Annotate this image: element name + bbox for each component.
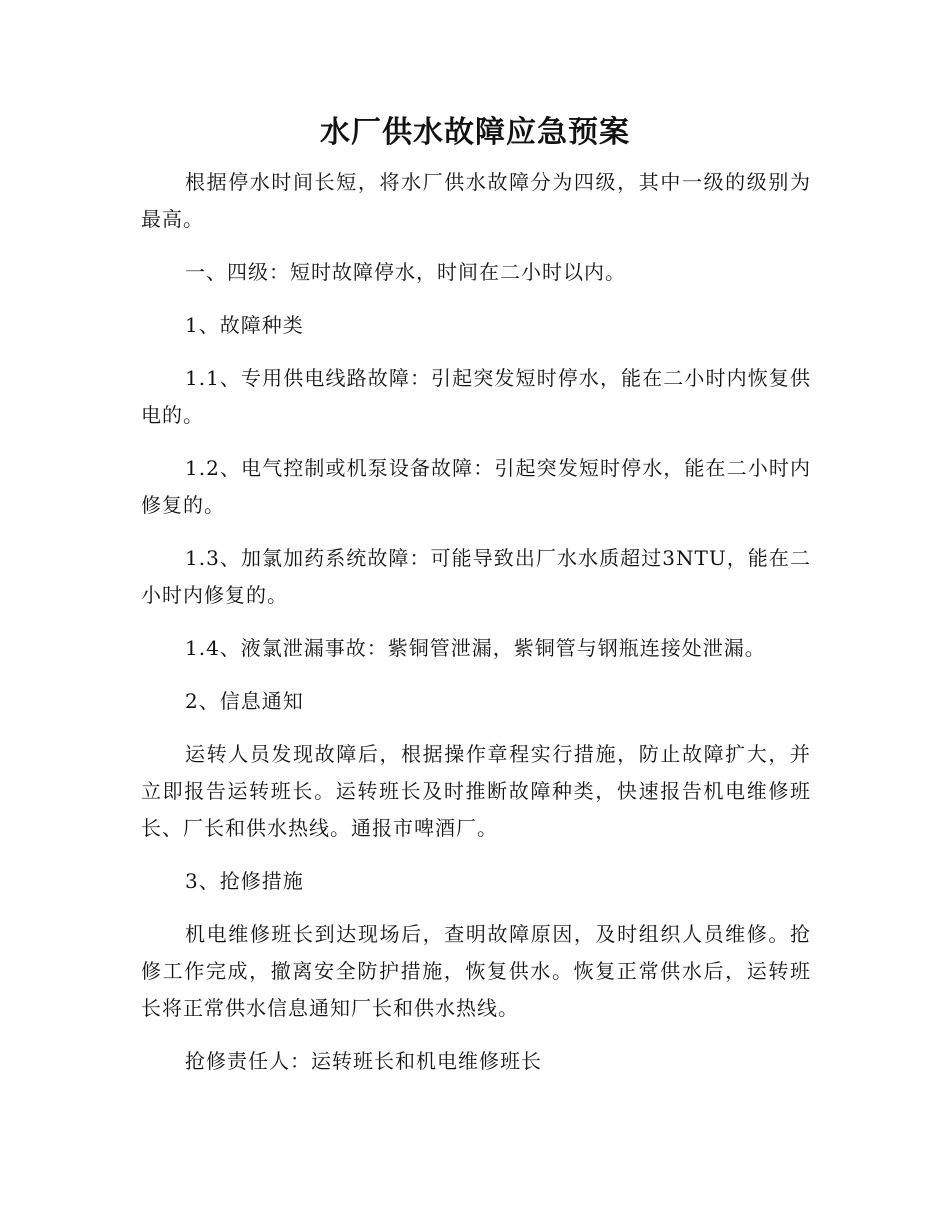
- paragraph-fault-1-2: 1.2、电气控制或机泵设备故障：引起突发短时停水，能在二小时内修复的。: [141, 456, 811, 517]
- paragraph-notification-body: 运转人员发现故障后，根据操作章程实行措施，防止故障扩大，并立即报告运转班长。运转班长及时推断故障种类，快速报告机电维修班长、厂长和供水热线。通报市啤酒厂。: [141, 742, 811, 840]
- paragraph-repair-body: 机电维修班长到达现场后，查明故障原因，及时组织人员维修。抢修工作完成，撤离安全防护措施，恢复供水。恢复正常供水后，运转班长将正常供水信息通知厂长和供水热线。: [141, 922, 811, 1020]
- document-body: [141, 164, 811, 1096]
- paragraph-intro: 根据停水时间长短，将水厂供水故障分为四级，其中一级的级别为最高。: [141, 170, 811, 231]
- paragraph-fault-1-4: 1.4、液氯泄漏事故：紫铜管泄漏，紫铜管与钢瓶连接处泄漏。: [185, 636, 766, 660]
- document-title: 水厂供水故障应急预案: [320, 115, 630, 150]
- paragraph-fault-1-3: 1.3、加氯加药系统故障：可能导致出厂水水质超过3NTU，能在二小时内修复的。: [141, 546, 811, 607]
- paragraph-repair-heading: 3、抢修措施: [185, 869, 304, 893]
- paragraph-fault-1-1: 1.1、专用供电线路故障：引起突发短时停水，能在二小时内恢复供电的。: [141, 366, 811, 427]
- paragraph-level-four: 一、四级：短时故障停水，时间在二小时以内。: [185, 260, 626, 284]
- paragraph-responsible-person: 抢修责任人：运转班长和机电维修班长: [185, 1049, 542, 1073]
- paragraph-fault-types-heading: 1、故障种类: [185, 313, 304, 337]
- paragraph-notification-heading: 2、信息通知: [185, 689, 304, 713]
